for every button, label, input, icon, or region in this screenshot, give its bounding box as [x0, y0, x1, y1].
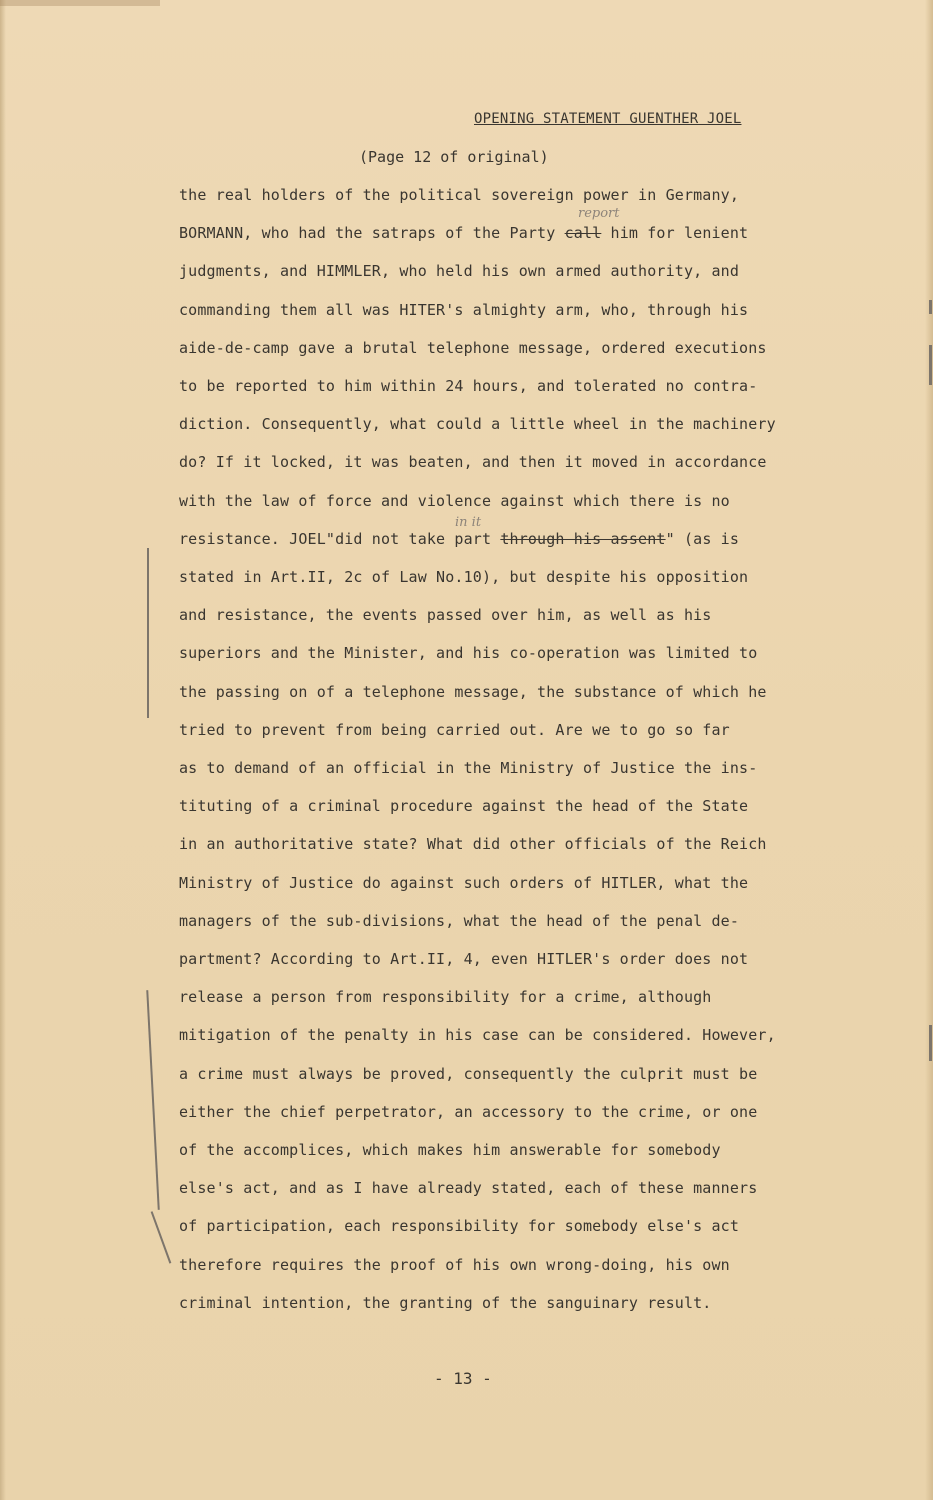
- struck-through-text: call: [564, 224, 602, 243]
- body-line: stated in Art.II, 2c of Law No.10), but despite his opposition: [179, 568, 749, 586]
- page-edge-shadow: [0, 0, 6, 1500]
- body-line: managers of the sub-divisions, what the head of the penal de-: [179, 911, 740, 930]
- margin-tick: [929, 1025, 932, 1061]
- body-line: superiors and the Minister, and his co-operation was limited to: [179, 644, 758, 663]
- body-line: mitigation of the penalty in his case can be considered. However,: [179, 1026, 776, 1045]
- body-line: a crime must always be proved, consequently the culprit must be: [179, 1064, 758, 1083]
- body-line: diction. Consequently, what could a little wheel in the machinery: [179, 415, 776, 434]
- body-line: either the chief perpetrator, an accessory to the crime, or one: [179, 1102, 758, 1121]
- body-line: judgments, and HIMMLER, who held his own armed authority, and: [179, 262, 740, 281]
- body-line: Ministry of Justice do against such orders of HITLER, what the: [179, 873, 749, 892]
- handwritten-insert: in it: [455, 515, 482, 530]
- page-edge-shadow: [925, 0, 933, 1500]
- body-line: tituting of a criminal procedure against the head of the State: [179, 797, 749, 816]
- line-text: BORMANN, who had the satraps of the Party: [179, 224, 565, 243]
- body-line: of the accomplices, which makes him answerable for somebody: [179, 1141, 721, 1159]
- body-line: and resistance, the events passed over him, as well as his: [179, 606, 712, 625]
- body-line: commanding them all was HITER's almighty arm, who, through his: [179, 300, 749, 319]
- body-line: criminal intention, the granting of the sanguinary result.: [179, 1293, 712, 1312]
- body-line: to be reported to him within 24 hours, and tolerated no contra-: [179, 377, 758, 395]
- struck-through-text: through his assent: [500, 529, 666, 548]
- body-line: [179, 224, 748, 242]
- running-head: OPENING STATEMENT GUENTHER JOEL: [474, 111, 742, 127]
- page-reference: (Page 12 of original): [359, 148, 549, 166]
- page-number: - 13 -: [434, 1369, 492, 1388]
- margin-line-mark: [151, 1211, 171, 1263]
- body-line: of participation, each responsibility for somebody else's act: [179, 1217, 740, 1236]
- body-line: the passing on of a telephone message, the substance of which he: [179, 682, 767, 701]
- margin-line-mark: [147, 548, 149, 718]
- body-line: therefore requires the proof of his own wrong-doing, his own: [179, 1255, 730, 1274]
- body-line: release a person from responsibility for a crime, although: [179, 988, 712, 1007]
- line-text: resistance. JOEL"did not take part: [179, 529, 501, 548]
- body-line: as to demand of an official in the Ministry of Justice the ins-: [179, 759, 758, 777]
- body-line: do? If it locked, it was beaten, and then it moved in accordance: [179, 453, 767, 472]
- body-line: tried to prevent from being carried out. Are we to go so far: [179, 720, 730, 739]
- body-line: with the law of force and violence against which there is no: [179, 491, 730, 510]
- line-text: him for lenient: [601, 224, 749, 243]
- margin-line-mark: [146, 990, 159, 1210]
- body-line: aide-de-camp gave a brutal telephone message, ordered executions: [179, 338, 767, 357]
- handwritten-insert: report: [578, 206, 620, 221]
- line-text: " (as is: [665, 529, 740, 548]
- body-line: else's act, and as I have already stated, each of these manners: [179, 1179, 758, 1198]
- body-line: in an authoritative state? What did other officials of the Reich: [179, 835, 767, 854]
- paper-stain: [0, 0, 160, 6]
- margin-tick: [929, 345, 932, 385]
- margin-tick: [929, 300, 932, 314]
- body-line: [179, 530, 739, 548]
- body-line: partment? According to Art.II, 4, even HITLER's order does not: [179, 950, 749, 968]
- body-line: the real holders of the political sovereign power in Germany,: [179, 186, 740, 204]
